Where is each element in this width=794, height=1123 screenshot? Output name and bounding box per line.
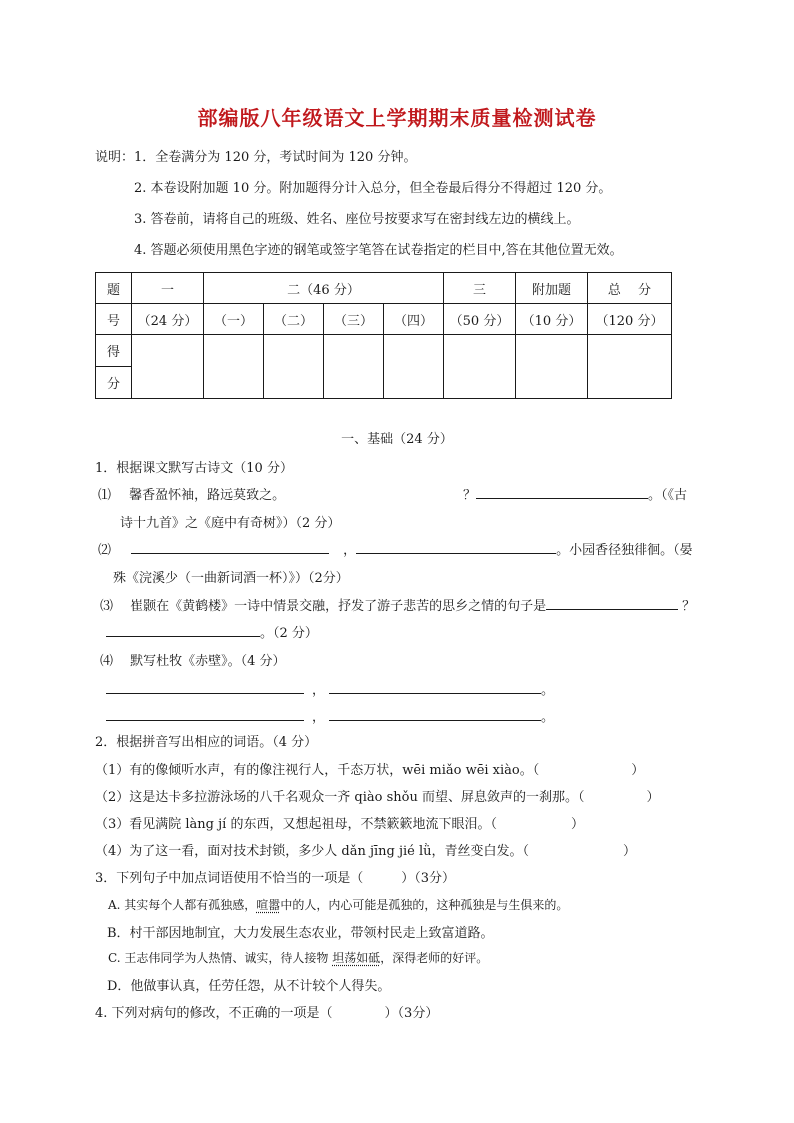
table-header-cell: 号	[96, 304, 132, 335]
table-header-cell: （10 分）	[516, 304, 588, 335]
answer-blank[interactable]	[329, 681, 541, 694]
close-paren: ）	[623, 844, 637, 859]
close-paren: ）	[631, 763, 645, 778]
score-text: 。（2 分）	[260, 626, 318, 641]
item-text: （3）看见满院 làng jí 的东西，又想起祖母，不禁簌簌地流下眼泪。（	[95, 817, 497, 832]
q3-title	[95, 867, 455, 886]
instructions-lead: 说明：	[95, 150, 135, 165]
score-cell[interactable]	[588, 335, 672, 399]
table-header-cell: （120 分）	[588, 304, 672, 335]
source-note: 诗十九首》之《庭中有奇树》）（2 分）	[120, 516, 341, 531]
score-cell[interactable]	[264, 335, 324, 399]
q1-sub3-cont	[106, 622, 318, 641]
source-text: 。（《古	[648, 488, 688, 503]
q1-sub1	[98, 484, 285, 503]
poem-line-1	[106, 679, 554, 698]
table-header-cell: （三）	[324, 304, 384, 335]
table-header-cell: 三	[444, 273, 516, 304]
table-header-cell: 总 分	[588, 273, 672, 304]
option-text: ，深得老师的好评。	[380, 951, 489, 965]
item-number: ⑶	[100, 599, 114, 614]
q2-item-3	[95, 813, 584, 832]
question-title: 3．下列句子中加点词语使用不恰当的一项是（	[95, 871, 364, 886]
dotted-word: 坦荡如砥	[332, 951, 381, 965]
table-row-header: 分	[96, 367, 132, 399]
score-cell[interactable]	[204, 335, 264, 399]
option-text: C. 王志伟同学为人热情、诚实，待人接物	[108, 951, 333, 965]
instruction-item: 2. 本卷设附加题 10 分。附加题得分计入总分，但全卷最后得分不得超过 120 分。	[134, 181, 612, 196]
question-mark: ？	[463, 488, 477, 503]
option-b: B．村干部因地制宜，大力发展生态农业，带领村民走上致富道路。	[107, 926, 494, 941]
score-text: ）（3分）	[401, 871, 456, 886]
q2-item-4	[95, 840, 636, 859]
item-text: （4）为了这一看，面对技术封锁，多少人 dǎn jīng jié lǜ，青丝变白发。（	[95, 844, 530, 859]
table-header-cell: 二（46 分）	[204, 273, 444, 304]
question-text: 默写杜牧《赤壁》。（4 分）	[130, 654, 286, 669]
q1-sub3	[100, 595, 695, 614]
option-d: D．他做事认真，任劳任怨，从不计较个人得失。	[107, 979, 391, 994]
table-header-cell: 附加题	[516, 273, 588, 304]
verse-text: 馨香盈怀袖，路远莫致之。	[129, 488, 286, 503]
comma: ，	[312, 683, 326, 698]
item-text: （2）这是达卡多拉游泳场的八千名观众一齐 qiào shǒu 而望、屏息敛声的一刹那。（	[95, 790, 585, 805]
answer-blank[interactable]	[131, 541, 329, 554]
answer-blank[interactable]	[546, 597, 678, 610]
option-text: 中的人，内心可能是孤独的，这种孤独是与生俱来的。	[280, 898, 569, 912]
item-number: ⑴	[98, 488, 112, 503]
answer-blank[interactable]	[476, 486, 648, 499]
table-header-cell: 题	[96, 273, 132, 304]
instruction-item: 1．全卷满分为 120 分，考试时间为 120 分钟。	[134, 150, 417, 165]
option-text: A. 其实每个人都有孤独感，	[108, 898, 257, 912]
answer-blank[interactable]	[106, 708, 304, 721]
period: 。	[541, 710, 555, 725]
answer-blank[interactable]	[106, 681, 304, 694]
answer-blank[interactable]	[356, 541, 556, 554]
q4-title	[95, 1002, 438, 1021]
score-table	[95, 272, 672, 399]
answer-blank[interactable]	[106, 624, 260, 637]
table-row-header: 得	[96, 335, 132, 367]
option-c	[108, 949, 488, 966]
question-text: 崔颢在《黄鹤楼》一诗中情景交融，抒发了游子悲苦的思乡之情的句子是	[130, 599, 547, 614]
q1-sub2	[98, 539, 693, 558]
score-cell[interactable]	[324, 335, 384, 399]
q2-item-1	[95, 759, 644, 778]
table-header-cell: （四）	[384, 304, 444, 335]
comma: ，	[343, 543, 357, 558]
question-title: 4. 下列对病句的修改，不正确的一项是（	[95, 1006, 333, 1021]
close-paren: ）	[570, 817, 584, 832]
source-note: 殊《浣溪少（一曲新词酒一杯）》）（2分）	[113, 571, 349, 586]
instructions-line-1	[95, 146, 416, 165]
section-heading: 一、基础（24 分）	[341, 432, 453, 447]
table-header-cell: （24 分）	[132, 304, 204, 335]
table-header-cell: （一）	[204, 304, 264, 335]
source-text: 。小园香径独徘徊。（晏	[556, 543, 693, 558]
close-paren: ）	[646, 790, 660, 805]
table-header-cell: （50 分）	[444, 304, 516, 335]
option-a	[108, 896, 568, 913]
question-title: 1．根据课文默写古诗文（10 分）	[95, 461, 293, 476]
dotted-word: 喧嚣	[256, 898, 281, 912]
page-title: 部编版八年级语文上学期期末质量检测试卷	[197, 106, 597, 130]
score-cell[interactable]	[516, 335, 588, 399]
score-cell[interactable]	[384, 335, 444, 399]
score-cell[interactable]	[132, 335, 204, 399]
question-mark: ？	[682, 599, 696, 614]
item-number: ⑷	[100, 654, 114, 669]
item-text: （1）有的像倾听水声，有的像注视行人，千态万状，wēi miǎo wēi xiào。（	[95, 763, 540, 778]
period: 。	[541, 683, 555, 698]
table-header-cell: 一	[132, 273, 204, 304]
item-number: ⑵	[98, 543, 112, 558]
poem-line-2	[106, 706, 554, 725]
comma: ，	[312, 710, 326, 725]
score-text: ）（3分）	[384, 1006, 439, 1021]
q2-item-2	[95, 786, 659, 805]
instruction-item: 3. 答卷前，请将自己的班级、姓名、座位号按要求写在密封线左边的横线上。	[134, 212, 580, 227]
table-header-cell: （二）	[264, 304, 324, 335]
score-cell[interactable]	[444, 335, 516, 399]
q1-sub4	[100, 650, 286, 669]
q1-sub1-answer	[463, 484, 687, 503]
question-title: 2．根据拼音写出相应的词语。（4 分）	[95, 735, 318, 750]
instruction-item: 4. 答题必须使用黑色字迹的钢笔或签字笔答在试卷指定的栏目中,答在其他位置无效。	[134, 243, 623, 258]
answer-blank[interactable]	[329, 708, 541, 721]
